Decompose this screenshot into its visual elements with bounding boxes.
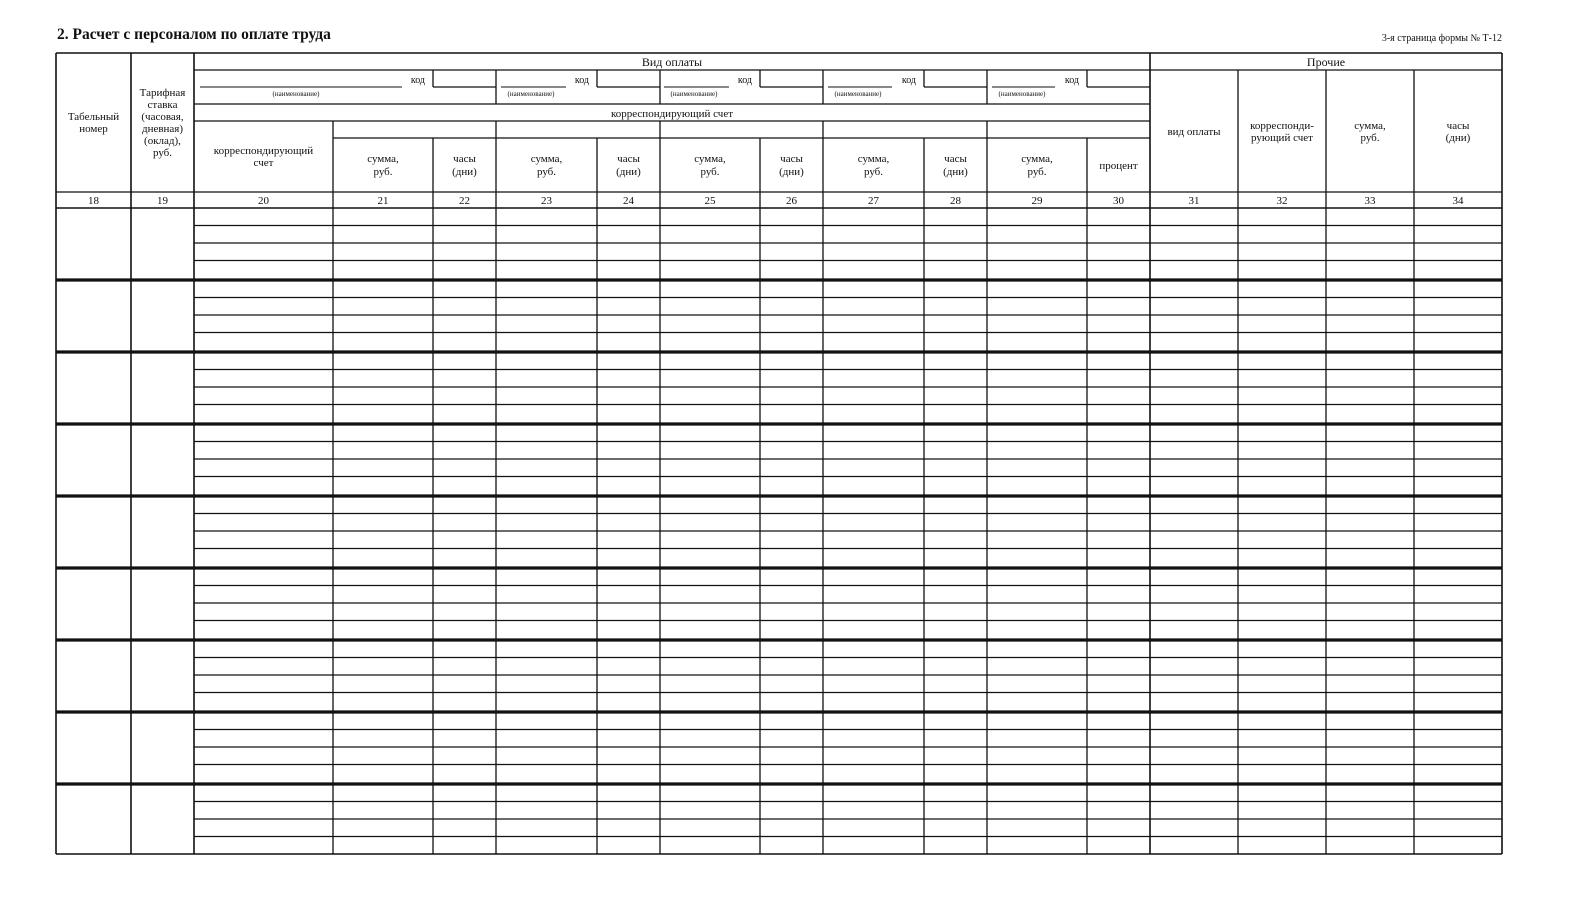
code-label: код — [1064, 75, 1079, 86]
tab-number-header-line: номер — [79, 123, 108, 135]
payment-type-header: Вид оплаты — [641, 55, 703, 69]
tariff-rate-header-line: ставка — [147, 99, 178, 111]
column-number-21: 21 — [377, 195, 389, 207]
sum-rub-header-line: сумма, — [857, 153, 890, 165]
column-number-25: 25 — [704, 195, 716, 207]
name-hint-label: (наименование) — [834, 90, 882, 98]
column-number-27: 27 — [868, 195, 879, 207]
hours-days-header-line: часы — [453, 153, 476, 165]
hours-days-header-line: часы — [944, 153, 967, 165]
other-header: Прочие — [1306, 55, 1346, 69]
form-page-reference: 3-я страница формы № Т-12 — [1381, 33, 1502, 44]
column-number-20: 20 — [258, 195, 269, 207]
tab-number-header-line: Табельный — [67, 111, 120, 123]
name-hint-label: (наименование) — [507, 90, 555, 98]
other-payment-type-header: вид оплаты — [1167, 126, 1221, 138]
column-number-34: 34 — [1452, 195, 1464, 207]
hours-days-header-line: (дни) — [452, 166, 477, 178]
sum-rub-header-line: сумма, — [530, 153, 563, 165]
column-number-30: 30 — [1113, 195, 1124, 207]
code-label: код — [737, 75, 752, 86]
other-sum-rub-header-line: сумма, — [1354, 120, 1386, 132]
code-label: код — [410, 75, 425, 86]
sum-rub-header-line: руб. — [863, 166, 884, 178]
sum-rub-header-line: руб. — [373, 166, 393, 178]
percent-header: процент — [1099, 160, 1138, 172]
corr-account-header-line: счет — [253, 157, 274, 169]
column-number-22: 22 — [459, 195, 470, 207]
sum-rub-header-line: руб. — [700, 166, 720, 178]
sum-rub-header-line: руб. — [536, 166, 557, 178]
column-number-33: 33 — [1364, 195, 1376, 207]
hours-days-header-line: (дни) — [779, 166, 804, 178]
other-corr-account-header-line: рующий счет — [1251, 132, 1313, 144]
column-number-32: 32 — [1276, 195, 1288, 207]
corr-account-wide-header: корреспондирующий счет — [610, 108, 734, 120]
other-hours-days-header-line: часы — [1446, 120, 1470, 132]
tariff-rate-header-line: (часовая, — [141, 111, 184, 123]
sum-rub-header-line: сумма, — [694, 153, 726, 165]
other-corr-account-header-line: корреспонди- — [1250, 120, 1314, 132]
corr-account-header-line: корреспондирующий — [213, 145, 314, 157]
hours-days-header-line: (дни) — [616, 166, 641, 178]
column-number-26: 26 — [786, 195, 797, 207]
tariff-rate-header-line: Тарифная — [139, 87, 186, 99]
hours-days-header-line: часы — [617, 153, 640, 165]
hours-days-header-line: (дни) — [943, 166, 968, 178]
sum-rub-header-line: сумма, — [1021, 153, 1053, 165]
tariff-rate-header-line: (оклад), — [144, 135, 181, 147]
hours-days-header-line: часы — [780, 153, 803, 165]
column-number-28: 28 — [950, 195, 961, 207]
other-sum-rub-header-line: руб. — [1360, 132, 1380, 144]
column-number-31: 31 — [1188, 195, 1200, 207]
code-label: код — [574, 75, 589, 86]
name-hint-label: (наименование) — [998, 90, 1046, 98]
tariff-rate-header-line: руб. — [152, 147, 173, 159]
sum-rub-header-line: руб. — [1027, 166, 1047, 178]
column-number-24: 24 — [623, 195, 634, 207]
column-number-18: 18 — [88, 195, 99, 207]
column-number-23: 23 — [541, 195, 552, 207]
name-hint-label: (наименование) — [272, 90, 320, 98]
sum-rub-header-line: сумма, — [367, 153, 399, 165]
column-number-29: 29 — [1031, 195, 1043, 207]
code-label: код — [901, 75, 916, 86]
tariff-rate-header-line: дневная) — [141, 123, 184, 135]
form-title: 2. Расчет с персоналом по оплате труда — [57, 26, 331, 43]
column-number-19: 19 — [157, 195, 168, 207]
other-hours-days-header-line: (дни) — [1445, 132, 1471, 144]
name-hint-label: (наименование) — [670, 90, 718, 98]
